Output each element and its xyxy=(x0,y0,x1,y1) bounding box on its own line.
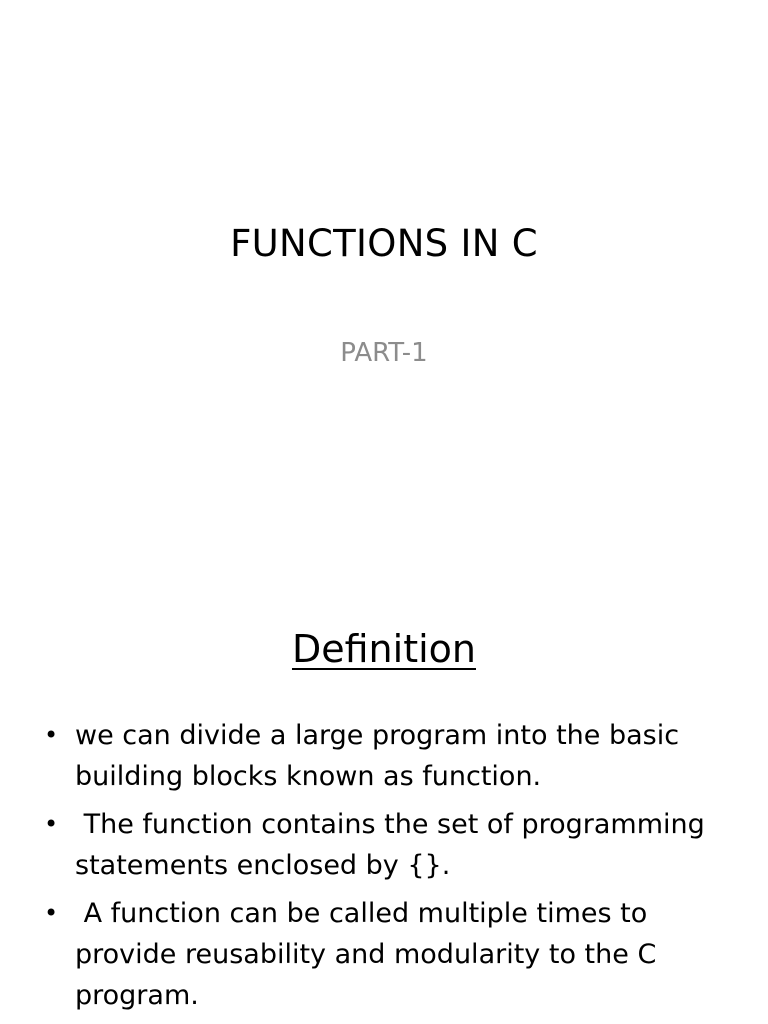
definition-bullet-list xyxy=(44,715,734,1023)
slide-title: FUNCTIONS IN C xyxy=(230,222,538,265)
bullet-text: A function can be called multiple times to provide reusability and modularity to the C program. xyxy=(75,898,665,1011)
bullet-item xyxy=(44,804,734,886)
bullet-text: The function contains the set of programming statements enclosed by {}. xyxy=(75,809,714,881)
bullet-dot-icon: • xyxy=(44,899,59,927)
bullet-dot-icon: • xyxy=(44,810,59,838)
bullet-item xyxy=(44,893,734,1016)
definition-heading: Definition xyxy=(291,627,476,671)
bullet-dot-icon: • xyxy=(44,721,59,749)
bullet-item xyxy=(44,715,734,797)
definition-slide xyxy=(0,576,768,1024)
bullet-text: we can divide a large program into the basic building blocks known as function. xyxy=(75,720,680,792)
slide-subtitle: PART-1 xyxy=(340,338,428,368)
